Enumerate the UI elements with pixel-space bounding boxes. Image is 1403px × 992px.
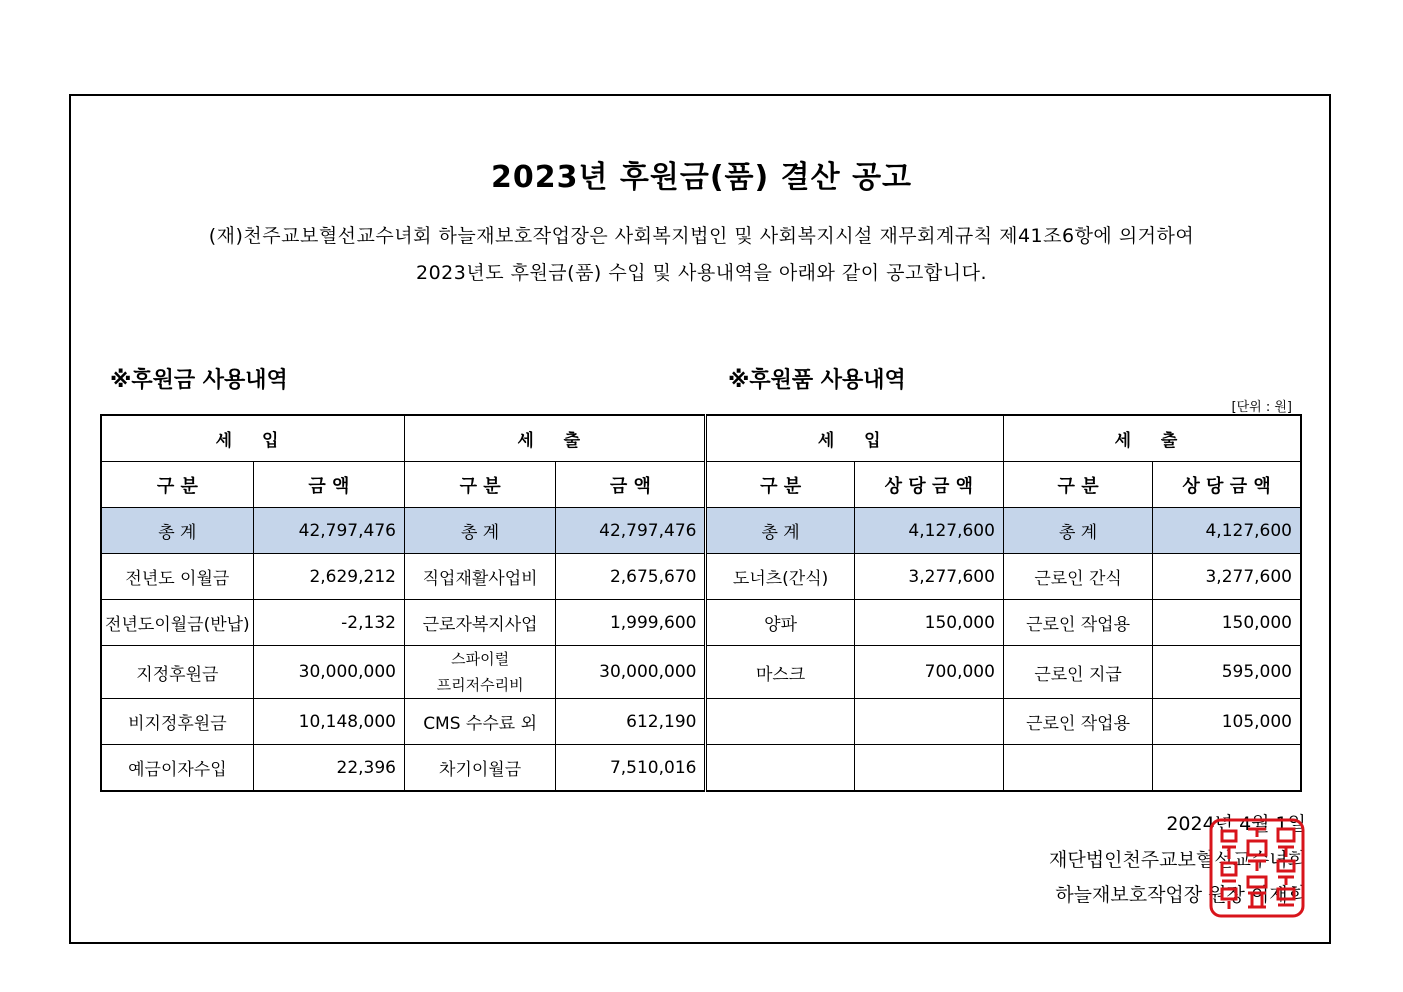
cell-amount: 1,999,600 — [556, 600, 706, 646]
cell-amount: 7,510,016 — [556, 745, 706, 792]
document-title: 2023년 후원금(품) 결산 공고 — [490, 160, 913, 195]
header-category: 구 분 — [101, 462, 253, 508]
table-row — [101, 554, 1301, 600]
header-goods-expense: 세 출 — [1003, 415, 1301, 462]
cell-category: 총 계 — [1003, 508, 1152, 554]
cell-category: 근로인 작업용 — [1003, 699, 1152, 745]
header-category: 구 분 — [404, 462, 555, 508]
cell-amount: 4,127,600 — [1153, 508, 1301, 554]
header-money-income: 세 입 — [101, 415, 404, 462]
cell-amount — [1153, 745, 1301, 792]
cell-category — [706, 699, 854, 745]
table-row — [101, 646, 1301, 699]
cell-amount: 150,000 — [854, 600, 1003, 646]
cell-category-line-2: 프리저수리비 — [436, 676, 524, 694]
table-row-total — [101, 508, 1301, 554]
cell-amount: 595,000 — [1153, 646, 1301, 699]
header-goods-income: 세 입 — [706, 415, 1003, 462]
cell-category: 전년도이월금(반납) — [101, 600, 253, 646]
cell-category: 직업재활사업비 — [404, 554, 555, 600]
cell-amount: 700,000 — [854, 646, 1003, 699]
cell-category: 마스크 — [706, 646, 854, 699]
cell-category: 총 계 — [101, 508, 253, 554]
cell-amount: 30,000,000 — [253, 646, 404, 699]
cell-amount: 105,000 — [1153, 699, 1301, 745]
cell-amount: 10,148,000 — [253, 699, 404, 745]
table-row — [101, 600, 1301, 646]
header-category: 구 분 — [1003, 462, 1152, 508]
header-row-2 — [101, 462, 1301, 508]
cell-category: 근로인 간식 — [1003, 554, 1152, 600]
cell-category: 근로인 지급 — [1003, 646, 1152, 699]
cell-category: 지정후원금 — [101, 646, 253, 699]
header-amount: 금 액 — [556, 462, 706, 508]
cell-amount: 3,277,600 — [1153, 554, 1301, 600]
header-category: 구 분 — [706, 462, 854, 508]
cell-category: 총 계 — [404, 508, 555, 554]
cell-amount: 150,000 — [1153, 600, 1301, 646]
header-equiv-amount: 상 당 금 액 — [854, 462, 1003, 508]
cell-amount — [854, 745, 1003, 792]
cell-amount: 612,190 — [556, 699, 706, 745]
intro-line-1: (재)천주교보혈선교수녀회 하늘재보호작업장은 사회복지법인 및 사회복지시설 재무회계규칙 제41조6항에 의거하여 — [208, 225, 1195, 247]
cell-amount: 2,629,212 — [253, 554, 404, 600]
cell-category: 총 계 — [706, 508, 854, 554]
official-seal-stamp — [1208, 817, 1306, 919]
table-row — [101, 699, 1301, 745]
cell-amount — [854, 699, 1003, 745]
cell-category — [706, 745, 854, 792]
cell-category: 근로자복지사업 — [404, 600, 555, 646]
cell-category: 차기이월금 — [404, 745, 555, 792]
cell-category-line-1: 스파이럴 — [451, 650, 510, 668]
section-title-goods: ※후원품 사용내역 — [728, 368, 906, 393]
cell-category: 예금이자수입 — [101, 745, 253, 792]
settlement-table — [100, 414, 1302, 792]
cell-amount: 3,277,600 — [854, 554, 1003, 600]
section-title-money: ※후원금 사용내역 — [110, 368, 288, 393]
organization-name: 재단법인천주교보혈선교수녀회 — [1049, 849, 1306, 871]
cell-amount: 4,127,600 — [854, 508, 1003, 554]
table-row — [101, 745, 1301, 792]
cell-category: 비지정후원금 — [101, 699, 253, 745]
signatory-line: 하늘재보호작업장 원장 이재희 — [1055, 884, 1306, 906]
cell-category: CMS 수수료 외 — [404, 699, 555, 745]
notice-date: 2024년 4월 1일 — [1166, 813, 1306, 835]
header-money-expense: 세 출 — [404, 415, 705, 462]
cell-category: 근로인 작업용 — [1003, 600, 1152, 646]
header-row-1 — [101, 415, 1301, 462]
cell-category: 도너츠(간식) — [706, 554, 854, 600]
cell-amount: 30,000,000 — [556, 646, 706, 699]
intro-line-2: 2023년도 후원금(품) 수입 및 사용내역을 아래와 같이 공고합니다. — [416, 262, 987, 284]
cell-amount: -2,132 — [253, 600, 404, 646]
header-amount: 금 액 — [253, 462, 404, 508]
header-equiv-amount: 상 당 금 액 — [1153, 462, 1301, 508]
cell-amount: 42,797,476 — [253, 508, 404, 554]
cell-category: 전년도 이월금 — [101, 554, 253, 600]
cell-category — [1003, 745, 1152, 792]
cell-amount: 2,675,670 — [556, 554, 706, 600]
cell-amount: 42,797,476 — [556, 508, 706, 554]
cell-category: 양파 — [706, 600, 854, 646]
unit-label: [단위 : 원] — [1231, 400, 1292, 415]
cell-category — [404, 646, 555, 699]
cell-amount: 22,396 — [253, 745, 404, 792]
